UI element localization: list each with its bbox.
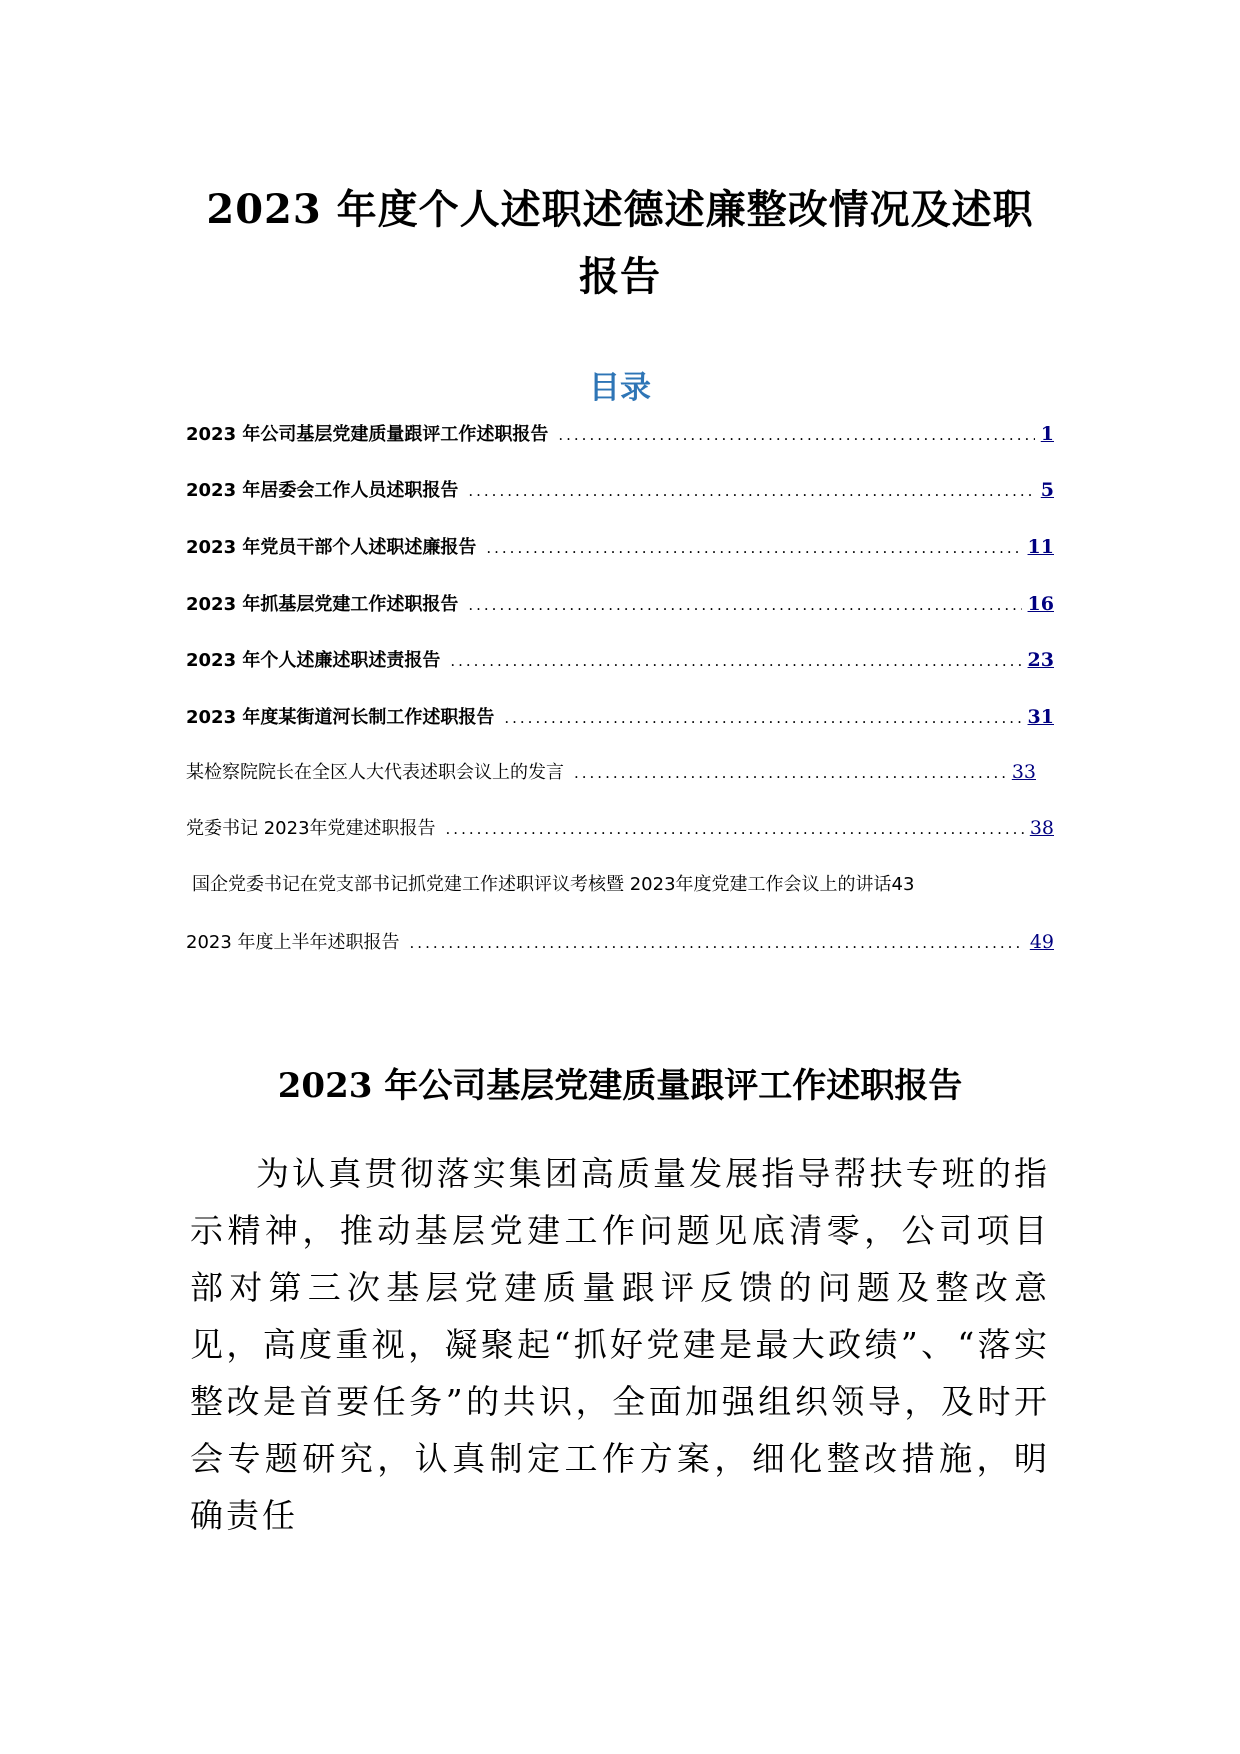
toc-entry-title: 2023 年个人述廉述职述责报告 bbox=[186, 650, 441, 671]
toc-leader-dots bbox=[410, 934, 1024, 952]
toc-entry[interactable] bbox=[186, 590, 1054, 616]
toc-leader-dots bbox=[468, 596, 1021, 614]
toc-page-number: 38 bbox=[1029, 817, 1054, 839]
toc-leader-dots bbox=[486, 539, 1021, 557]
toc-leader-dots bbox=[574, 764, 1006, 782]
toc-entry[interactable] bbox=[186, 703, 1054, 729]
document-title-line-2: 报告 bbox=[579, 253, 661, 300]
section-title: 2023 年公司基层党建质量跟评工作述职报告 bbox=[277, 1066, 963, 1106]
toc-page-number: 43 bbox=[891, 874, 915, 895]
toc-entry-title: 2023 年党员干部个人述职述廉报告 bbox=[186, 537, 477, 558]
toc-entry[interactable] bbox=[186, 758, 1036, 784]
toc-leader-dots bbox=[468, 482, 1034, 500]
toc-page-number: 1 bbox=[1040, 423, 1054, 445]
toc-entry-title: 2023 年度上半年述职报告 bbox=[186, 932, 400, 953]
toc-leader-dots bbox=[504, 709, 1021, 727]
toc-leader-dots bbox=[446, 820, 1024, 838]
toc-entry[interactable] bbox=[186, 646, 1054, 672]
toc-page-number: 49 bbox=[1029, 931, 1054, 953]
toc-entry[interactable] bbox=[186, 928, 1054, 954]
toc-page-number: 11 bbox=[1027, 536, 1054, 558]
toc-leader-dots bbox=[558, 426, 1034, 444]
toc-entry[interactable] bbox=[186, 533, 1054, 559]
toc-heading: 目录 bbox=[589, 370, 651, 406]
toc-entry-title: 2023 年抓基层党建工作述职报告 bbox=[186, 594, 459, 615]
toc-page-number: 31 bbox=[1027, 706, 1054, 728]
toc-page-number: 33 bbox=[1011, 761, 1036, 783]
toc-entry[interactable] bbox=[192, 870, 1072, 896]
toc-entry-title: 某检察院院长在全区人大代表述职会议上的发言 bbox=[186, 762, 564, 783]
toc-entry[interactable] bbox=[186, 814, 1054, 840]
toc-entry[interactable] bbox=[186, 420, 1054, 446]
toc-entry-title: 党委书记 2023年党建述职报告 bbox=[186, 818, 436, 839]
toc-page-number: 16 bbox=[1027, 593, 1054, 615]
document-title-line-1: 2023 年度个人述职述德述廉整改情况及述职 bbox=[206, 186, 1034, 233]
toc-entry[interactable] bbox=[186, 476, 1054, 502]
toc-entry-title: 2023 年居委会工作人员述职报告 bbox=[186, 480, 459, 501]
toc-entry-title: 国企党委书记在党支部书记抓党建工作述职评议考核暨 2023年度党建工作会议上的讲话 bbox=[192, 874, 892, 895]
body-paragraph: 为认真贯彻落实集团高质量发展指导帮扶专班的指示精神，推动基层党建工作问题见底清零，公司项目部对第三次基层党建质量跟评反馈的问题及整改意见，高度重视，凝聚起“抓好党建是最大政绩”、“落实整改是首要任务”的共识，全面加强组织领导，及时开会专题研究，认真制定工作方案，细化整改措施，明确责任 bbox=[190, 1154, 1050, 1535]
toc-page-number: 5 bbox=[1040, 479, 1054, 501]
toc-page-number: 23 bbox=[1027, 649, 1054, 671]
toc-entry-title: 2023 年度某街道河长制工作述职报告 bbox=[186, 707, 495, 728]
toc-entry-title: 2023 年公司基层党建质量跟评工作述职报告 bbox=[186, 424, 549, 445]
toc-leader-dots bbox=[450, 652, 1021, 670]
